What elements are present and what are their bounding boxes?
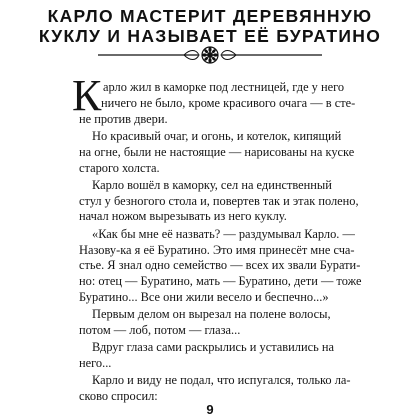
drop-cap: К — [72, 71, 102, 120]
text-line: стье. Я знал одно семейство — всех их звали Бурати- — [79, 258, 361, 273]
page-number: 9 — [206, 402, 214, 417]
text-line: начал ножом вырезывать из него куклу. — [79, 209, 287, 224]
text-line: ничего не было, кроме красивого очага — в сте- — [101, 95, 356, 110]
text-line: Карло и виду не подал, что испугался, только ла- — [92, 373, 351, 388]
floral-ornament-icon — [98, 45, 322, 65]
text-line: не против двери. — [79, 111, 168, 126]
text-line: Карло вошёл в каморку, сел на единственный — [92, 177, 332, 192]
text-line: Назову-ка я её Буратино. Это имя принесёт мне сча- — [79, 242, 355, 257]
text-line: потом — лоб, потом — глаза... — [79, 323, 241, 337]
chapter-title-line-1: КАРЛО МАСТЕРИТ ДЕРЕВЯННУЮ — [47, 6, 373, 26]
text-line: «Как бы мне её назвать? — раздумывал Карло. — — [92, 226, 355, 241]
text-line: на огне, были не настоящие — нарисованы на куске — [79, 144, 355, 159]
text-line: Но красивый очаг, и огонь, и котелок, кипящий — [92, 128, 342, 143]
text-line: Первым делом он вырезал на полене волосы, — [92, 307, 331, 322]
text-line: Буратино... Все они жили весело и беспечно...» — [79, 289, 329, 304]
text-line: но: отец — Буратино, мать — Буратино, дети — тоже — [79, 274, 362, 289]
text-line: стул у безногого стола и, повертев так и этак полено, — [79, 193, 359, 208]
text-line: старого холста. — [79, 160, 160, 175]
text-line: арло жил в каморке под лестницей, где у него — [103, 80, 345, 94]
text-line: него... — [79, 356, 112, 371]
text-line: сково спросил: — [79, 389, 158, 404]
text-line: Вдруг глаза сами раскрылись и уставились на — [92, 340, 334, 355]
chapter-title-line-2: КУКЛУ И НАЗЫВАЕТ ЕЁ БУРАТИНО — [38, 26, 382, 46]
